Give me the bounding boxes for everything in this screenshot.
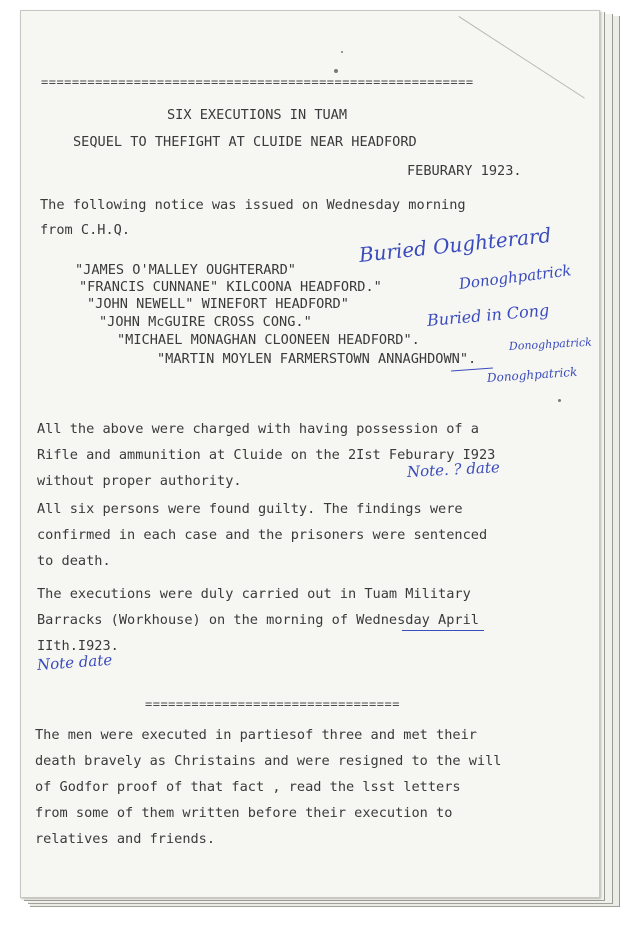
paragraph-line: of Godfor proof of that fact , read the lsst letters [35,779,461,795]
paragraph-line: without proper authority. [37,473,242,489]
document-page [20,10,600,898]
folded-corner-crease [458,16,584,99]
paragraph-line: The men were executed in partiesof three and met their [35,727,477,743]
annotation-donaghpatrick: Donoghpatrick [486,364,578,385]
paragraph-line: confirmed in each case and the prisoners were sentenced [37,527,488,543]
name-line-newell: "JOHN NEWELL" WINEFORT HEADFORD" [87,296,349,312]
annotation-note-date: Note. ? date [406,458,501,481]
ink-speck [334,69,338,73]
annotation-buried-in-cong: Buried in Cong [426,300,550,330]
name-line-mcguire: "JOHN McGUIRE CROSS CONG." [99,314,312,330]
paragraph-line: Barracks (Workhouse) on the morning of Wednesday April [37,612,479,628]
paragraph-line: death bravely as Christains and were resigned to the will [35,753,502,769]
name-line-omalley: "JAMES O'MALLEY OUGHTERARD" [75,262,296,278]
ink-underline-wednesday [402,630,484,631]
annotation-donaghpatrick: Donoghpatrick [508,335,593,353]
paragraph-line: from some of them written before their execution to [35,805,453,821]
top-divider-rule: ======================================================== [41,75,474,89]
paragraph-line: All the above were charged with having possession of a [37,421,479,437]
intro-line: The following notice was issued on Wednesday morning [40,197,466,213]
paragraph-line: The executions were duly carried out in Tuam Military [37,586,471,602]
name-line-moylen: "MARTIN MOYLEN FARMERSTOWN ANNAGHDOWN". [157,351,477,367]
page-title: SIX EXECUTIONS IN TUAM [167,107,348,123]
annotation-donaghpatrick: Donoghpatrick [457,261,573,293]
intro-line: from C.H.Q. [40,222,131,238]
annotation-note-date: Note date [36,650,113,674]
annotation-buried-oughterard: Buried Oughterard [357,222,553,267]
document-date: FEBURARY 1923. [407,163,522,179]
ink-speck [558,399,561,402]
paragraph-line: IIth.I923. [37,638,119,654]
paragraph-line: to death. [37,553,111,569]
ink-speck [341,51,343,53]
mid-divider-rule: ================================= [145,697,400,711]
name-line-monaghan: "MICHAEL MONAGHAN CLOONEEN HEADFORD". [117,332,420,348]
paragraph-line: relatives and friends. [35,831,216,847]
name-line-cunnane: "FRANCIS CUNNANE" KILCOONA HEADFORD." [79,279,382,295]
page-subtitle: SEQUEL TO THEFIGHT AT CLUIDE NEAR HEADFORD [73,134,417,150]
paragraph-line: All six persons were found guilty. The findings were [37,501,463,517]
paragraph-line: Rifle and ammunition at Cluide on the 2Ist Feburary I923 [37,447,496,463]
